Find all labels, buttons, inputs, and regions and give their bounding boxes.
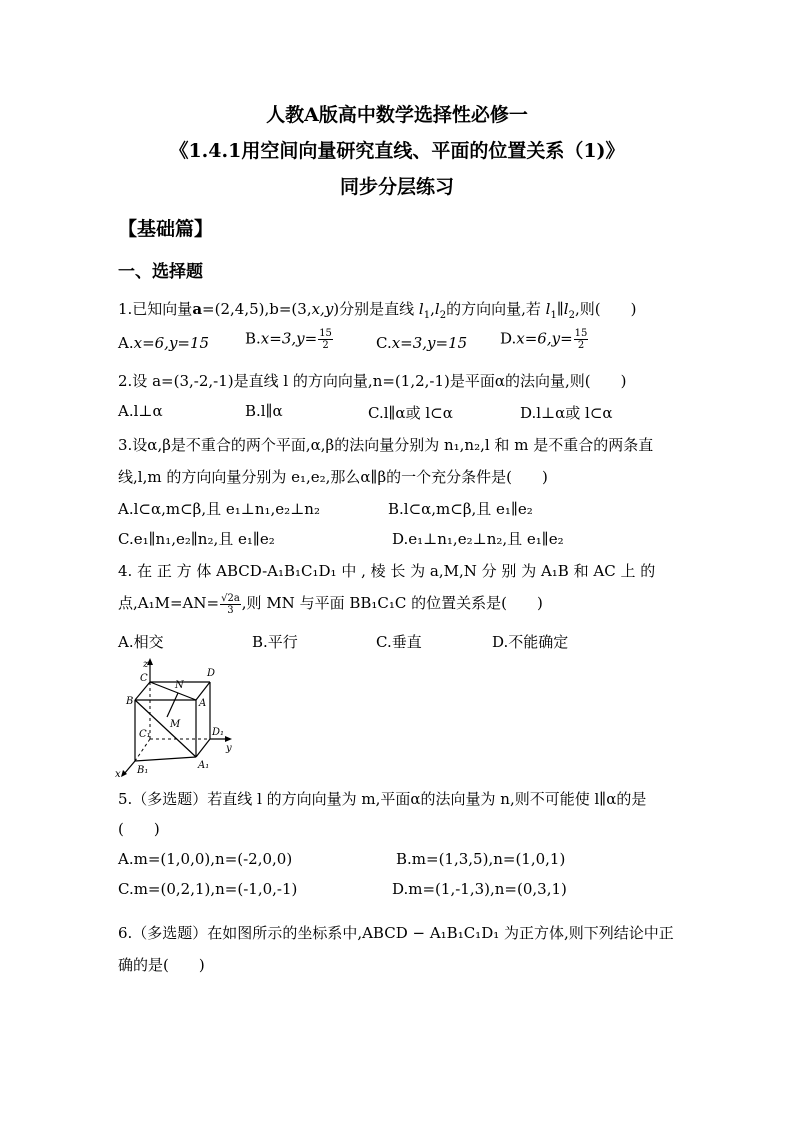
q6-stem-line2: 确的是( ) — [118, 956, 205, 974]
q1-stem: 1.已知向量a=(2,4,5),b=(3,x,y)分别是直线 $l_1,l_2$的方向向量,若 $l_1\parallel l_2$,则( ) — [118, 300, 637, 321]
q3-option-a: A.l⊂α,m⊂β,且 e₁⊥n₁,e₂⊥n₂ — [118, 500, 320, 518]
label-N: N — [175, 680, 184, 691]
q2-option-b: B.l∥α — [245, 402, 283, 420]
label-C1: C₁ — [139, 729, 151, 740]
section-heading: 【基础篇】 — [118, 218, 214, 240]
q5-option-a: A.m=(1,0,0),n=(-2,0,0) — [118, 850, 293, 868]
subsection-heading: 一、选择题 — [118, 262, 203, 282]
diagonal-CA — [150, 682, 196, 700]
q1-option-d: D.x=6,y= $\frac{15}{2}$ — [500, 328, 588, 351]
label-z: z — [143, 659, 149, 670]
q3-option-b: B.l⊂α,m⊂β,且 e₁∥e₂ — [388, 500, 533, 518]
doc-title-line2: 《1.4.1用空间向量研究直线、平面的位置关系（1)》 — [169, 140, 625, 162]
label-D: D — [207, 668, 216, 679]
q3-stem-line2: 线,l,m 的方向向量分别为 e₁,e₂,那么α∥β的一个充分条件是( ) — [118, 468, 548, 486]
q3-option-c: C.e₁∥n₁,e₂∥n₂,且 e₁∥e₂ — [118, 530, 275, 548]
q5-option-c: C.m=(0,2,1),n=(-1,0,-1) — [118, 880, 298, 898]
q3-stem-line1: 3.设α,β是不重合的两个平面,α,β的法向量分别为 n₁,n₂,l 和 m 是不重合的两条直 — [118, 436, 654, 454]
q2-option-d: D.l⊥α或 l⊂α — [520, 404, 613, 422]
q5-stem-line2: ( ) — [118, 820, 160, 838]
segment-MN — [167, 693, 178, 717]
q1-option-a: A.x=6,y=15 — [118, 334, 210, 352]
q4-option-b: B.平行 — [252, 633, 298, 651]
cube-figure — [112, 655, 242, 780]
q4-stem-line2: 点,A₁M=AN= $\frac{√2a}{3}$ ,则 MN 与平面 BB₁C₁C 的位置关系是( ) — [118, 592, 543, 616]
q5-option-d: D.m=(1,-1,3),n=(0,3,1) — [392, 880, 567, 898]
q5-option-b: B.m=(1,3,5),n=(1,0,1) — [396, 850, 566, 868]
q2-option-c: C.l∥α或 l⊂α — [368, 404, 453, 422]
q2-stem: 2.设 a=(3,-2,-1)是直线 l 的方向向量,n=(1,2,-1)是平面α的法向量,则( ) — [118, 372, 627, 390]
label-A1: A₁ — [198, 760, 210, 771]
q3-option-d: D.e₁⊥n₁,e₂⊥n₂,且 e₁∥e₂ — [392, 530, 564, 548]
label-A: A — [199, 698, 207, 709]
edge-CB — [135, 682, 150, 700]
q1-option-b: B.x=3,y= $\frac{15}{2}$ — [245, 328, 332, 351]
label-y: y — [226, 743, 232, 754]
edge-A1D1 — [196, 739, 210, 757]
q4-option-d: D.不能确定 — [492, 633, 569, 651]
label-B1: B₁ — [137, 765, 149, 776]
doc-title-line1: 人教A版高中数学选择性必修一 — [266, 104, 528, 126]
label-B: B — [126, 696, 134, 707]
doc-title-line3: 同步分层练习 — [339, 176, 454, 198]
y-axis-arrow — [225, 736, 232, 742]
q4-option-a: A.相交 — [118, 633, 164, 651]
hidden-edge-C1B1 — [135, 739, 150, 761]
label-C: C — [140, 673, 148, 684]
label-M: M — [170, 719, 181, 730]
q4-option-c: C.垂直 — [376, 633, 422, 651]
label-x: x — [115, 769, 121, 780]
q5-stem-line1: 5.（多选题）若直线 l 的方向向量为 m,平面α的法向量为 n,则不可能使 l∥α的是 — [118, 790, 647, 808]
q4-stem-line1: 4. 在 正 方 体 ABCD-A₁B₁C₁D₁ 中 , 棱 长 为 a,M,N 分 别 为 A₁B 和 AC 上 的 — [118, 562, 656, 580]
x-axis — [124, 761, 135, 774]
q1-option-c: C.x=3,y=15 — [376, 334, 468, 352]
label-D1: D₁ — [212, 727, 225, 738]
q2-option-a: A.l⊥α — [118, 402, 163, 420]
edge-B1A1 — [135, 757, 196, 761]
q6-stem-line1: 6.（多选题）在如图所示的坐标系中,ABCD − A₁B₁C₁D₁ 为正方体,则下列结论中正 — [118, 924, 674, 942]
